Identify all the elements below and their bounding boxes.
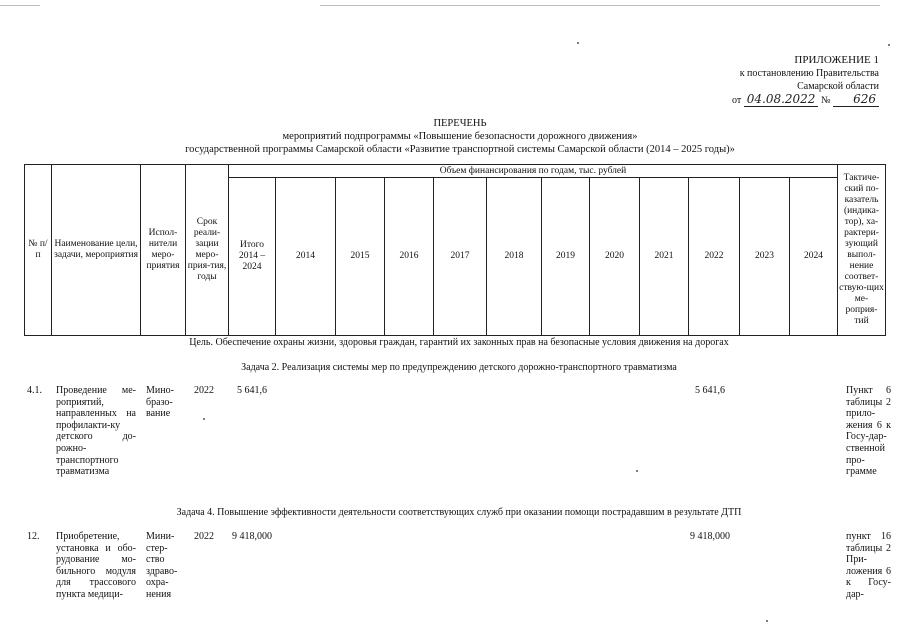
row-executor: Мини-стер-ство здраво-охра-нения	[146, 531, 178, 600]
handwritten-date: 04.08.2022	[744, 93, 819, 107]
header-term: Срок реали-зации меро-прия-тия, годы	[186, 165, 229, 336]
row-executor: Мино-бразо-вание	[146, 385, 174, 420]
header-total: Итого 2014 – 2024	[229, 178, 276, 336]
scan-speck	[203, 418, 205, 420]
appendix-block	[699, 54, 879, 107]
handwritten-number: 626	[833, 93, 879, 107]
header-name: Наименование цели, задачи, мероприятия	[52, 165, 141, 336]
row-indicator: пункт 16 таблицы 2 При-ложения 6 к Госу-дар-	[846, 531, 891, 600]
header-year: 2018	[487, 178, 542, 336]
row-2022: 5 641,6	[695, 385, 725, 396]
row-total: 9 418,000	[232, 531, 272, 542]
header-year: 2019	[542, 178, 590, 336]
row-total: 5 641,6	[237, 385, 267, 396]
goal-text: Цель. Обеспечение охраны жизни, здоровья граждан, гарантий их законных прав на безопасные условия движения на дорогах	[189, 337, 729, 348]
header-year: 2016	[385, 178, 434, 336]
appendix-title: ПРИЛОЖЕНИЕ 1	[794, 54, 879, 66]
scan-edge-line	[0, 5, 40, 6]
header-funding: Объем финансирования по годам, тыс. рублей	[229, 165, 838, 178]
scan-speck	[766, 620, 768, 622]
task-title: Задача 2. Реализация системы мер по предупреждению детского дорожно-транспортного травматизма	[241, 362, 677, 373]
row-indicator: Пункт 6 таблицы 2 прило-жения 6 к Госу-дар-ственной про-грамме	[846, 385, 891, 478]
task-title: Задача 4. Повышение эффективности деятельности соответствующих служб при оказании помощи пострадавшим в результате ДТП	[176, 507, 742, 518]
appendix-line: Самарской области	[797, 81, 879, 92]
scan-speck	[636, 470, 638, 472]
header-year: 2017	[434, 178, 487, 336]
header-year: 2021	[640, 178, 689, 336]
appendix-line: к постановлению Правительства	[739, 68, 879, 79]
row-name: Проведение ме-роприятий, направленных на профилакти-ку детского до-рожно-транспортного травматизма	[56, 385, 136, 478]
header-indicator: Тактиче-ский по-казатель (индика-тор), ха-рактери-зующий выпол-нение соответ-ствую-щих ме-роприя-тий	[838, 165, 886, 336]
appendix-date-line: от 04.08.2022 № 626	[699, 93, 879, 107]
row-2022: 9 418,000	[690, 531, 730, 542]
row-term: 2022	[194, 385, 214, 396]
table-header	[24, 164, 886, 336]
scan-speck	[577, 42, 579, 44]
document-title: ПЕРЕЧЕНЬ мероприятий подпрограммы «Повышение безопасности дорожного движения» государственной программы Самарской области «Развитие транспортной системы Самарской области (2014 – 2025 годы)»	[185, 118, 735, 155]
row-term: 2022	[194, 531, 214, 542]
row-name: Приобретение, установка и обо-рудование мо-бильного модуля для трассового пункта медици-	[56, 531, 136, 600]
header-year: 2020	[590, 178, 640, 336]
scan-edge-line	[320, 5, 880, 6]
row-num: 12.	[27, 531, 40, 542]
header-year: 2024	[790, 178, 838, 336]
row-num: 4.1.	[27, 385, 42, 396]
header-year: 2023	[740, 178, 790, 336]
header-year: 2014	[276, 178, 336, 336]
header-executor: Испол-нители меро-приятия	[141, 165, 186, 336]
header-num: № п/п	[25, 165, 52, 336]
header-year: 2015	[336, 178, 385, 336]
scan-speck	[888, 44, 890, 46]
header-year: 2022	[689, 178, 740, 336]
